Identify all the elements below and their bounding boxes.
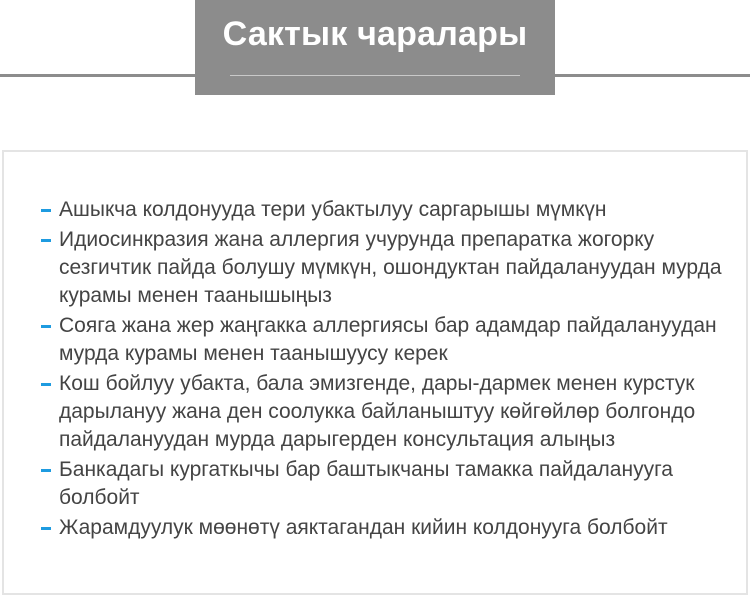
precautions-panel [2,150,748,595]
list-item [38,514,728,542]
list-item [38,196,728,224]
list-item-text: Идиосинкразия жана аллергия учурунда препаратка жогорку сезгичтик пайда болушу мүмкүн, ошондуктан пайдалануудан мурда курамы менен таанышыңыз [59,228,722,307]
list-item [38,226,728,310]
title-banner [195,0,555,95]
dash-bullet-icon [41,239,51,242]
list-item-text: Сояга жана жер жаңгакка аллергиясы бар адамдар пайдалануудан мурда курамы менен таанышуусу керек [59,314,717,365]
list-item [38,370,728,454]
list-item [38,312,728,368]
list-item [38,456,728,512]
page-title: Сактык чаралары [222,15,528,53]
dash-bullet-icon [41,325,51,328]
dash-bullet-icon [41,469,51,472]
precautions-list [38,196,728,544]
list-item-text: Банкадагы кургаткычы бар баштыкчаны тамакка пайдаланууга болбойт [59,458,673,509]
list-item-text: Жарамдуулук мөөнөтү аяктагандан кийин колдонууга болбойт [59,516,668,539]
dash-bullet-icon [41,527,51,530]
title-underline [230,75,520,76]
dash-bullet-icon [41,383,51,386]
dash-bullet-icon [41,209,51,212]
list-item-text: Ашыкча колдонууда тери убактылуу саргарышы мүмкүн [59,198,607,221]
list-item-text: Кош бойлуу убакта, бала эмизгенде, дары-дармек менен курстук дарылануу жана ден соолукка байланыштуу көйгөйлөр болгондо пайдалануудан мурда дарыгерден консультация алыңыз [59,372,696,451]
